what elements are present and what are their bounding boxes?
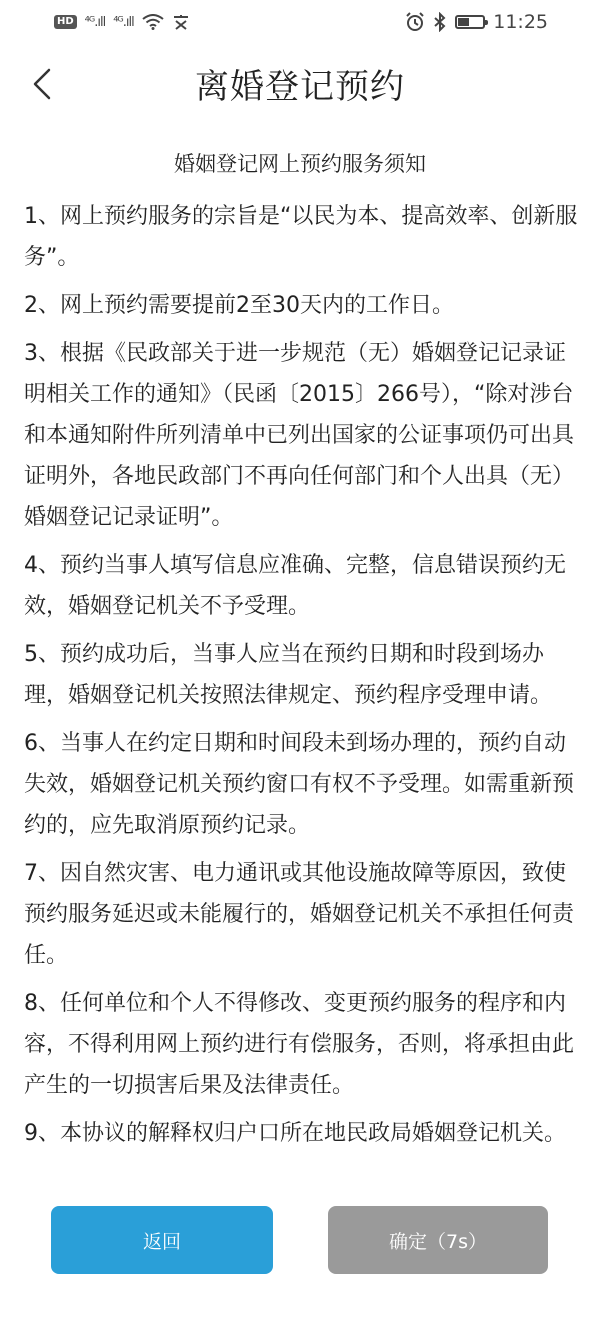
return-button[interactable]: 返回 — [51, 1206, 273, 1274]
status-bar — [0, 0, 600, 44]
notice-item: 7、因自然灾害、电力通讯或其他设施故障等原因，致使预约服务延迟或未能履行的，婚姻登记机关不承担任何责任。 — [24, 861, 575, 968]
wifi-icon — [142, 14, 164, 30]
back-chevron-icon[interactable] — [22, 64, 62, 104]
status-bar-left — [54, 13, 190, 31]
page-title: 离婚登记预约 — [195, 66, 405, 107]
status-time: 11:25 — [493, 11, 548, 33]
notice-item: 1、网上预约服务的宗旨是“以民为本、提高效率、创新服务”。 — [24, 204, 578, 270]
notice-item: 2、网上预约需要提前2至30天内的工作日。 — [24, 293, 454, 318]
notice-item: 3、根据《民政部关于进一步规范（无）婚姻登记记录证明相关工作的通知》（民函〔2015〕266号），“除对涉台和本通知附件所列清单中已列出国家的公证事项仍可出具证明外，各地民政部门不再向任何部门和个人出具（无）婚姻登记记录证明”。 — [24, 341, 575, 530]
notice-content — [24, 196, 580, 1161]
signal-1-icon: ⁴ᴳ.ıll — [84, 14, 106, 30]
nav-bar — [0, 44, 600, 122]
notice-item: 9、本协议的解释权归户口所在地民政局婚姻登记机关。 — [24, 1121, 566, 1146]
confirm-button[interactable]: 确定（7s） — [328, 1206, 548, 1274]
status-bar-right — [405, 11, 548, 33]
notice-title: 婚姻登记网上预约服务须知 — [174, 152, 426, 176]
alarm-icon — [405, 12, 425, 32]
battery-level — [458, 18, 468, 26]
bluetooth-icon — [433, 12, 447, 32]
notice-item: 6、当事人在约定日期和时间段未到场办理的，预约自动失效，婚姻登记机关预约窗口有权不予受理。如需重新预约的，应先取消原预约记录。 — [24, 731, 575, 838]
battery-icon — [455, 15, 485, 29]
notification-icon — [172, 13, 190, 31]
notice-item: 4、预约当事人填写信息应准确、完整，信息错误预约无效，婚姻登记机关不予受理。 — [24, 553, 566, 619]
notice-item: 5、预约成功后，当事人应当在预约日期和时段到场办理，婚姻登记机关按照法律规定、预约程序受理申请。 — [24, 642, 553, 708]
notice-item: 8、任何单位和个人不得修改、变更预约服务的程序和内容，不得利用网上预约进行有偿服务，否则，将承担由此产生的一切损害后果及法律责任。 — [24, 991, 575, 1098]
signal-2-icon: ⁴ᴳ.ıll — [113, 14, 134, 30]
hd-badge: HD — [54, 15, 77, 29]
